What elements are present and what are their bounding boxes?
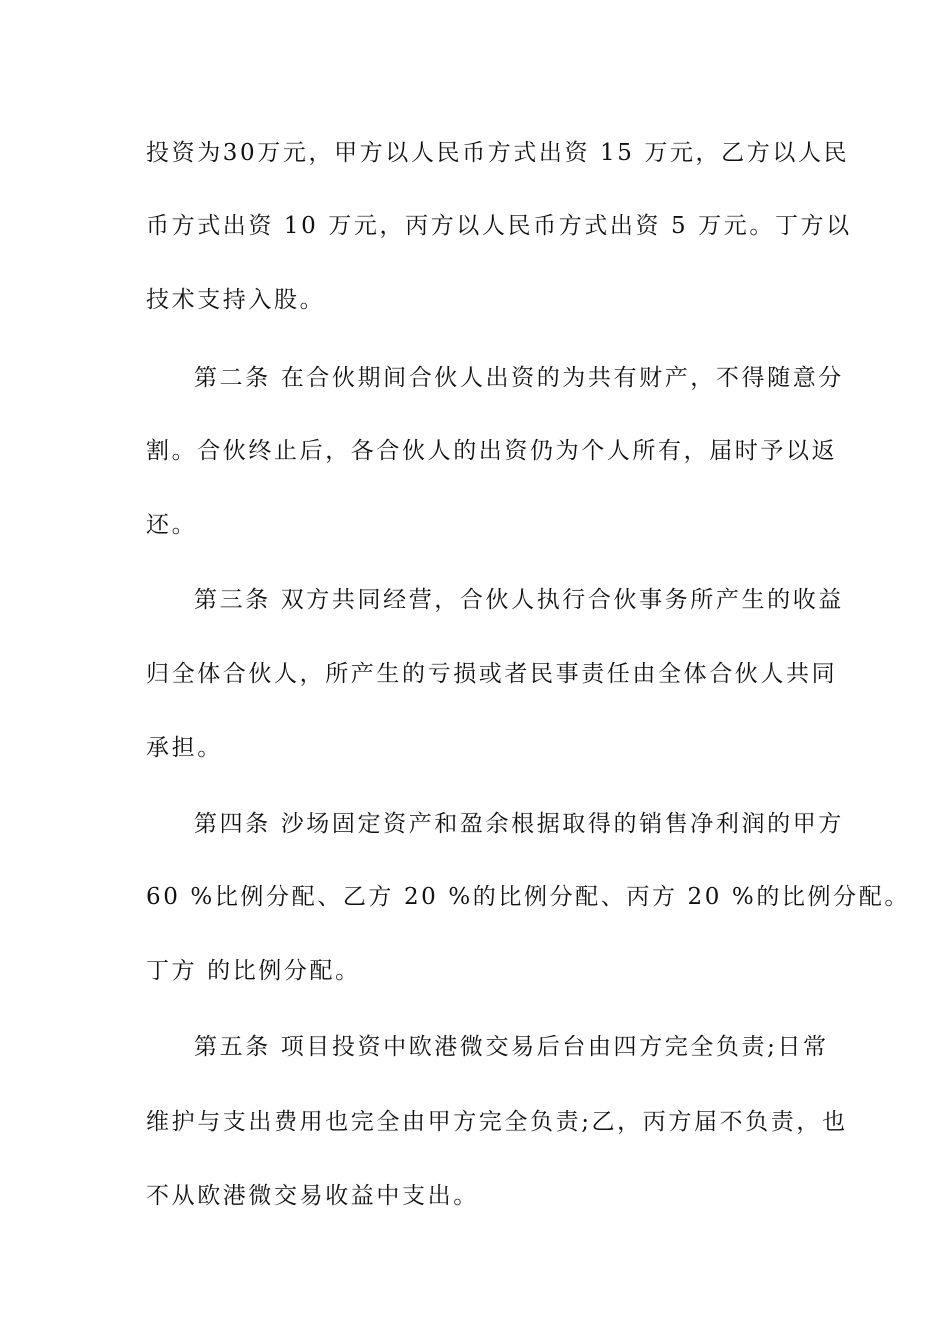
- text-line: 不从欧港微交易收益中支出。: [146, 1183, 479, 1209]
- text-line: 丁方 的比例分配。: [146, 958, 361, 984]
- text-line: 归全体合伙人，所产生的亏损或者民事责任由全体合伙人共同: [146, 661, 838, 687]
- text-line: 币方式出资 10 万元，丙方以人民币方式出资 5 万元。丁方以: [146, 213, 852, 239]
- article-5-heading-line: 第五条 项目投资中欧港微交易后台由四方完全负责;日常: [194, 1034, 829, 1060]
- text-line: 承担。: [146, 735, 223, 761]
- text-line: 维护与支出费用也完全由甲方完全负责;乙，丙方届不负责，也: [146, 1109, 848, 1135]
- article-4-heading-line: 第四条 沙场固定资产和盈余根据取得的销售净利润的甲方: [194, 811, 844, 837]
- article-3-heading-line: 第三条 双方共同经营，合伙人执行合伙事务所产生的收益: [194, 587, 844, 613]
- article-2-heading-line: 第二条 在合伙期间合伙人出资的为共有财产，不得随意分: [194, 365, 844, 391]
- text-line: 投资为30万元，甲方以人民币方式出资 15 万元，乙方以人民: [146, 140, 850, 166]
- text-line: 技术支持入股。: [146, 287, 326, 313]
- text-line: 割。合伙终止后，各合伙人的出资仍为个人所有，届时予以返: [146, 438, 838, 464]
- text-line: 60 %比例分配、乙方 20 %的比例分配、丙方 20 %的比例分配。: [146, 884, 910, 910]
- text-line: 还。: [146, 512, 198, 538]
